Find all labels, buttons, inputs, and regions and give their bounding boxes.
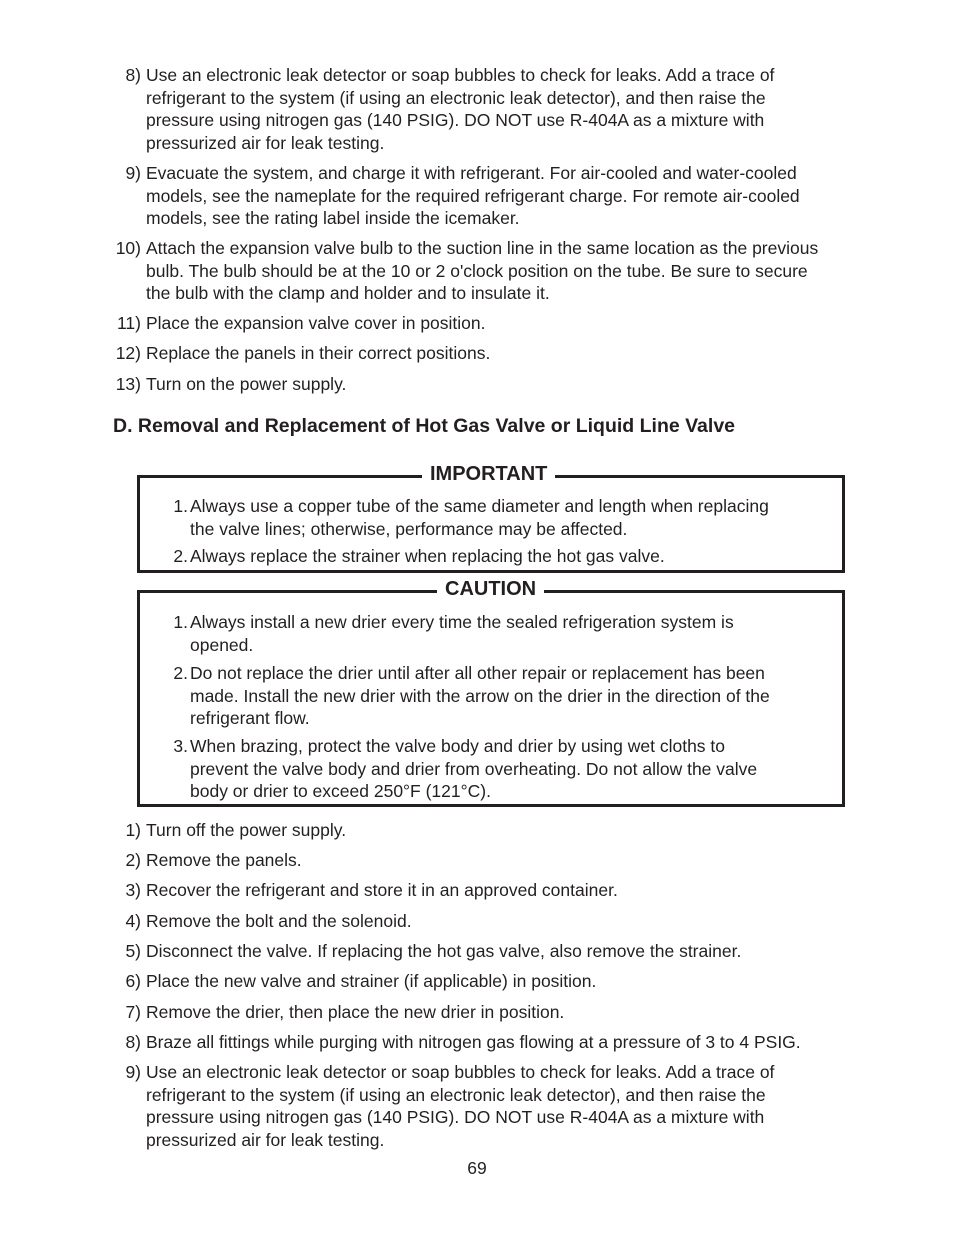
item-number: 1. (173, 496, 188, 516)
text-line: the valve lines; otherwise, performance may be affected. (190, 518, 628, 539)
step-number: 10) (115, 238, 141, 258)
step-text (146, 1001, 866, 1024)
step-number: 9) (125, 1062, 141, 1082)
step-text (146, 237, 886, 305)
step-text (146, 162, 866, 230)
text-line: models, see the nameplate for the required refrigerant charge. For remote air-cooled (146, 185, 800, 206)
page-number: 69 (467, 1158, 487, 1178)
text-line: pressurized air for leak testing. (146, 1129, 385, 1150)
text-line: pressure using nitrogen gas (140 PSIG). DO NOT use R-404A as a mixture with (146, 110, 765, 130)
step-number: 8) (125, 1032, 141, 1052)
text-line: Remove the drier, then place the new drier in position. (146, 1002, 565, 1022)
step-number: 4) (125, 911, 141, 931)
step-text (146, 970, 866, 993)
step-text (146, 849, 866, 872)
step-number: 1) (125, 820, 141, 840)
step-number: 2) (125, 850, 141, 870)
text-line: opened. (190, 634, 254, 655)
text-line: Disconnect the valve. If replacing the hot gas valve, also remove the strainer. (146, 941, 742, 961)
step-number: 7) (125, 1002, 141, 1022)
text-line: refrigerant flow. (190, 708, 310, 728)
step-text (146, 1031, 886, 1054)
step-text (146, 1061, 866, 1151)
item-number: 2. (173, 663, 188, 683)
text-line: Attach the expansion valve bulb to the suction line in the same location as the previous (146, 238, 819, 258)
text-line: models, see the rating label inside the icemaker. (146, 208, 520, 228)
item-text (190, 495, 830, 540)
step-number: 13) (115, 374, 141, 394)
text-line: Always install a new drier every time the sealed refrigeration system is (190, 612, 734, 632)
text-line: pressure using nitrogen gas (140 PSIG). DO NOT use R-404A as a mixture with (146, 1107, 765, 1127)
text-line: Replace the panels in their correct positions. (146, 343, 491, 363)
item-number: 3. (173, 736, 188, 756)
step-number: 3) (125, 880, 141, 900)
step-text (146, 373, 866, 396)
text-line: Always use a copper tube of the same diameter and length when replacing (190, 496, 769, 516)
item-number: 1. (173, 612, 188, 632)
text-line: Braze all fittings while purging with nitrogen gas flowing at a pressure of 3 to 4 PSIG. (146, 1032, 801, 1052)
important-title: IMPORTANT (422, 462, 555, 486)
text-line: pressurized air for leak testing. (146, 132, 385, 153)
item-text (190, 545, 830, 568)
text-line: Place the expansion valve cover in position. (146, 313, 486, 333)
text-line: refrigerant to the system (if using an electronic leak detector), and then raise the (146, 1084, 766, 1105)
text-line: Use an electronic leak detector or soap bubbles to check for leaks. Add a trace of (146, 1062, 775, 1082)
important-box (137, 463, 845, 573)
text-line: Remove the bolt and the solenoid. (146, 911, 412, 931)
text-line: bulb. The bulb should be at the 10 or 2 o'clock position on the tube. Be sure to secure (146, 260, 808, 281)
step-number: 9) (125, 163, 141, 183)
text-line: Turn on the power supply. (146, 374, 347, 394)
text-line: Always replace the strainer when replacing the hot gas valve. (190, 546, 665, 566)
text-line: the bulb with the clamp and holder and to insulate it. (146, 283, 550, 303)
text-line: made. Install the new drier with the arrow on the drier in the direction of the (190, 685, 770, 706)
step-text (146, 910, 866, 933)
text-line: Evacuate the system, and charge it with refrigerant. For air-cooled and water-cooled (146, 163, 797, 183)
step-number: 11) (117, 313, 141, 333)
text-line: Use an electronic leak detector or soap bubbles to check for leaks. Add a trace of (146, 65, 775, 85)
text-line: Turn off the power supply. (146, 820, 347, 840)
step-number: 8) (125, 65, 141, 85)
step-text (146, 342, 866, 365)
text-line: refrigerant to the system (if using an electronic leak detector), and then raise the (146, 87, 766, 108)
text-line: When brazing, protect the valve body and drier by using wet cloths to (190, 736, 726, 756)
item-text (190, 735, 830, 803)
text-line: Do not replace the drier until after all other repair or replacement has been (190, 663, 765, 683)
step-text (146, 940, 866, 963)
step-number: 5) (125, 941, 141, 961)
item-number: 2. (173, 546, 188, 566)
text-line: body or drier to exceed 250°F (121°C). (190, 781, 491, 801)
caution-box (137, 578, 845, 807)
text-line: Remove the panels. (146, 850, 302, 870)
text-line: Recover the refrigerant and store it in an approved container. (146, 880, 618, 900)
step-text (146, 64, 866, 154)
step-text (146, 312, 866, 335)
text-line: Place the new valve and strainer (if applicable) in position. (146, 971, 597, 991)
step-number: 6) (125, 971, 141, 991)
step-number: 12) (115, 343, 141, 363)
section-heading: D. Removal and Replacement of Hot Gas Valve or Liquid Line Valve (113, 415, 736, 437)
item-text (190, 662, 830, 730)
text-line: prevent the valve body and drier from overheating. Do not allow the valve (190, 758, 758, 779)
item-text (190, 611, 830, 656)
step-text (146, 819, 866, 842)
caution-title: CAUTION (437, 577, 544, 601)
step-text (146, 879, 866, 902)
